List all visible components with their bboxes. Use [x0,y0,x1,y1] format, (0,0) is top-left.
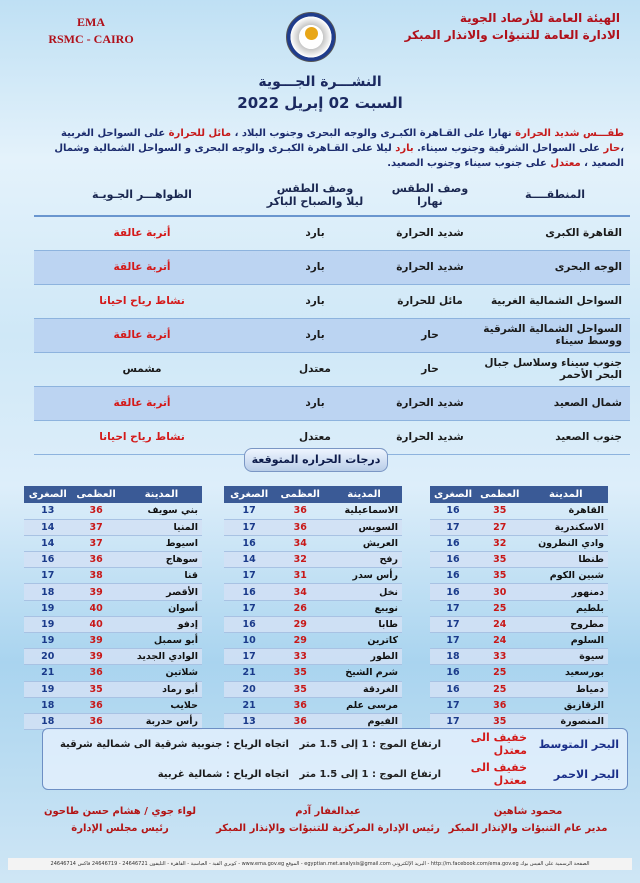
bulletin-date: السبت 02 إبريل 2022 [237,94,403,112]
temp-min: 17 [430,600,476,616]
temp-min: 16 [430,503,476,519]
weather-region: شمال الصعيد [480,386,630,420]
temp-row [24,552,202,568]
temp-max: 35 [274,665,326,681]
wind-direction: جنوبية شرقية الى شمالية شرقية [59,738,223,750]
signature-1: محمود شاهين مدير عام التنبؤات والإنذار المبكر [448,806,608,834]
temp-min: 17 [224,568,274,584]
summary-part: على جنوب سيناء وجنوب الصعيد. [387,158,551,169]
weather-day: حار [380,318,480,352]
city-name: بني سويف [121,503,202,519]
temp-max: 39 [72,649,121,665]
weather-day: شديد الحرارة [380,250,480,284]
weather-row [34,352,630,386]
temp-min: 16 [24,552,72,568]
city-name: طابا [326,616,402,632]
city-name: المنصورة [524,713,608,729]
city-name: الطور [326,649,402,665]
summary-part: ليلا على القـاهرة الكبـرى والوجه البحرى و السواحل الشمالية وشمال الصعيد ، [54,143,624,169]
city-name: اسيوط [121,535,202,551]
city-name: وادي النطرون [524,535,608,551]
weather-day: شديد الحرارة [380,420,480,454]
temp-row [24,697,202,713]
signature-3: لواء جوي / هشام حسن طاحون رئيس مجلس الإدارة [43,806,197,834]
temp-row [430,552,608,568]
weather-phen: أتربة عالقة [34,216,250,250]
temp-min: 13 [24,503,72,519]
temp-min: 16 [224,584,274,600]
temp-max: 26 [274,600,326,616]
temps-table-3: المدينة العظمى الصغرى بني سويف 36 13 المنيا 37 14 اسيوط 37 14 سوهاج 36 16 قنا 38 17 الأقصر 39 18 أسوان 40 19 إدفو 40 19 أبو سمبل 39 19 الوادي الجديد 39 20 شلاتين 36 21 أبو رماد 35 19 حلايب 36 18 رأس حدربة 36 18 [24,486,202,730]
temp-row [430,697,608,713]
city-name: رأس سدر [326,568,402,584]
city-name: أبو رماد [121,681,202,697]
temp-row [24,665,202,681]
weather-summary [40,126,624,171]
temp-row [24,535,202,551]
city-name: شبين الكوم [524,568,608,584]
temp-min: 17 [430,697,476,713]
temp-min: 19 [24,681,72,697]
temp-min: 21 [224,697,274,713]
bulletin-title: النشـــرة الجـــوية [258,74,382,90]
city-name: إدفو [121,616,202,632]
col-region-header: المنطقــــة [480,174,630,216]
summary-part: معتدل [550,158,581,169]
temp-max: 35 [72,681,121,697]
temp-min: 16 [430,552,476,568]
department-name: الادارة العامة للتنبؤات والانذار المبكر [404,28,620,42]
temp-row [24,616,202,632]
temp-row [224,616,402,632]
temp-min: 17 [224,519,274,535]
temp-min: 17 [430,616,476,632]
weather-night: بارد [250,284,380,318]
temp-min: 17 [430,713,476,729]
weather-region: السواحل الشمالية الشرقية ووسط سيناء [480,318,630,352]
city-name: شرم الشيخ [326,665,402,681]
temp-row [224,665,402,681]
weather-region: السواحل الشمالية الغربية [480,284,630,318]
temp-min: 17 [430,519,476,535]
city-name: الغردقة [326,681,402,697]
temp-min: 14 [24,519,72,535]
ema-acronym: EMA [77,15,105,29]
temp-max: 33 [274,649,326,665]
temp-row [24,600,202,616]
city-name: طنطا [524,552,608,568]
weather-row [34,250,630,284]
temp-row [430,649,608,665]
temp-max: 36 [72,697,121,713]
temp-row [224,584,402,600]
temp-row [24,649,202,665]
weather-table [34,174,630,455]
temp-row [224,649,402,665]
city-name: حلايب [121,697,202,713]
temp-row [24,584,202,600]
summary-part: على السواحل الشرقية وجنوب سيناء. [413,143,604,154]
temp-max: 36 [72,503,121,519]
temp-row [430,681,608,697]
temp-max: 25 [476,600,524,616]
temps-table-1: المدينة العظمى الصغرى القاهرة 35 16 الاسكندرية 27 17 وادي النطرون 32 16 طنطا 35 16 شبين الكوم 35 16 دمنهور 30 16 بلطيم 25 17 مطروح 24 17 السلوم 24 17 سيوة 33 18 بورسعيد 25 16 دمياط 25 16 الزقازيق 36 17 المنصورة 35 17 [430,486,608,730]
city-name: سيوة [524,649,608,665]
temp-row [224,600,402,616]
weather-region: الوجه البحرى [480,250,630,284]
temp-max: 35 [476,713,524,729]
city-name: الاسماعيلية [326,503,402,519]
weather-region: جنوب الصعيد [480,420,630,454]
header-ema-latin [36,14,146,48]
rsmc-label: RSMC - CAIRO [48,32,134,46]
city-name: مطروح [524,616,608,632]
wind-label: اتجاه الرياح : [225,738,289,750]
temp-max: 29 [274,633,326,649]
temp-row [430,665,608,681]
temps-title: درجات الحراره المتوقعة [244,448,388,472]
temp-max: 32 [476,535,524,551]
temp-min: 14 [24,535,72,551]
ema-logo-icon [286,12,336,62]
temps-table-2: المدينة العظمى الصغرى الاسماعيلية 36 17 السويس 36 17 العريش 34 16 رفح 32 14 رأس سدر 31 17 نخل 34 16 نويبع 26 17 طابا 29 16 كاترين 29 10 الطور 33 17 شرم الشيخ 35 21 الغردقة 35 20 مرسى علم 36 21 الفيوم 36 13 [224,486,402,730]
temp-row [24,519,202,535]
temp-min: 18 [430,649,476,665]
temp-row [224,552,402,568]
col-phenomena-header: الظواهـــر الجـويـة [34,174,250,216]
city-name: الزقازيق [524,697,608,713]
summary-part: طقـــس [579,128,624,139]
temp-min: 19 [24,600,72,616]
temp-max: 35 [476,503,524,519]
city-name: القاهرة [524,503,608,519]
weather-row [34,216,630,250]
weather-day: مائل للحرارة [380,284,480,318]
temp-row [24,681,202,697]
temp-min: 17 [224,503,274,519]
temp-max: 37 [72,519,121,535]
city-name: بلطيم [524,600,608,616]
wave-height: ارتفاع الموج : 1 إلى 1.5 متر [299,738,441,750]
weather-night: بارد [250,216,380,250]
temp-max: 36 [72,665,121,681]
temp-row [430,633,608,649]
temp-max: 35 [274,681,326,697]
city-name: السويس [326,519,402,535]
temp-min: 14 [224,552,274,568]
sea-state: خفيف الى معتدل [470,761,527,787]
temp-max: 36 [72,552,121,568]
weather-night: بارد [250,250,380,284]
wind-label: اتجاه الرياح : [225,768,289,780]
weather-phen: نشاط رياح احيانا [34,420,250,454]
temp-max: 36 [274,503,326,519]
temp-min: 19 [24,633,72,649]
temp-row [224,519,402,535]
temp-min: 19 [24,616,72,632]
temp-max: 36 [476,697,524,713]
weather-phen: مشمس [34,352,250,386]
city-name: الأقصر [121,584,202,600]
temp-max: 33 [476,649,524,665]
sea-label: البحر المتوسط [538,737,619,751]
temp-max: 40 [72,600,121,616]
city-name: أبو سمبل [121,633,202,649]
city-name: كاترين [326,633,402,649]
temp-max: 29 [274,616,326,632]
city-name: أسوان [121,600,202,616]
temp-max: 36 [274,519,326,535]
signature-2: عبدالغفار آدم رئيس الإدارة المركزية للتنبؤات والإنذار المبكر [216,806,440,834]
temp-min: 16 [224,535,274,551]
temp-row [24,568,202,584]
weather-day: شديد الحرارة [380,386,480,420]
temp-max: 30 [476,584,524,600]
col-night-header: وصف الطقس ليلا والصباح الباكر [250,174,380,216]
weather-night: معتدل [250,352,380,386]
temp-min: 18 [24,697,72,713]
temp-row [224,568,402,584]
weather-night: معتدل [250,420,380,454]
temp-max: 35 [476,552,524,568]
city-name: السلوم [524,633,608,649]
weather-row [34,318,630,352]
summary-part: بارد [395,143,414,154]
city-name: رأس حدربة [121,713,202,729]
temp-row [224,503,402,519]
temp-row [430,600,608,616]
city-name: الفيوم [326,713,402,729]
summary-part: على السواحل الغربية ، [61,128,624,154]
temp-min: 13 [224,713,274,729]
temp-min: 17 [24,568,72,584]
temp-max: 24 [476,616,524,632]
temp-min: 18 [24,713,72,729]
footer-contact: الصفحة الرسمية على الفيس بوك http://m.facebook.com/ema.gov.eg - البريد الإلكتروني egyptian.met.analysis@gmail.com - الموقع www.ema.gov.eg - كوبري القبة - العباسية - القاهرة - التليفون 24646721 - 24646719 فاكس 24646714 [8,858,632,870]
weather-night: بارد [250,318,380,352]
temp-max: 39 [72,584,121,600]
temp-min: 17 [430,633,476,649]
temp-max: 27 [476,519,524,535]
temp-max: 34 [274,535,326,551]
temp-min: 20 [24,649,72,665]
weather-day: حار [380,352,480,386]
weather-row [34,284,630,318]
temp-min: 16 [430,535,476,551]
temp-max: 36 [72,713,121,729]
temp-min: 21 [224,665,274,681]
city-name: بورسعيد [524,665,608,681]
temp-row [430,535,608,551]
city-name: مرسى علم [326,697,402,713]
sea-row-red [43,759,627,789]
authority-name: الهيئة العامة للأرصاد الجوية [459,11,620,25]
city-name: العريش [326,535,402,551]
temp-row [224,681,402,697]
temp-max: 25 [476,665,524,681]
temp-row [24,503,202,519]
temp-row [224,697,402,713]
temp-max: 36 [274,713,326,729]
temp-max: 35 [476,568,524,584]
city-name: نويبع [326,600,402,616]
sea-state: خفيف الى معتدل [470,731,527,757]
temp-min: 18 [24,584,72,600]
col-day-header: وصف الطقس نهارا [380,174,480,216]
city-name: الاسكندرية [524,519,608,535]
summary-part: مائل للحرارة [168,128,232,139]
wind-direction: شمالية غربية [157,768,223,780]
weather-night: بارد [250,386,380,420]
temp-row [224,633,402,649]
header-ema-arabic [380,10,620,44]
weather-region: القاهرة الكبرى [480,216,630,250]
temp-max: 37 [72,535,121,551]
temp-row [430,568,608,584]
temp-row [430,616,608,632]
temp-max: 40 [72,616,121,632]
temp-min: 16 [224,616,274,632]
city-name: دمنهور [524,584,608,600]
temp-max: 36 [274,697,326,713]
city-name: شلاتين [121,665,202,681]
sea-row-med [43,729,627,759]
wave-height: ارتفاع الموج : 1 إلى 1.5 متر [299,768,441,780]
sea-label: البحر الاحمر [553,767,619,781]
temp-min: 21 [24,665,72,681]
city-name: سوهاج [121,552,202,568]
temp-min: 16 [430,568,476,584]
temp-min: 16 [430,681,476,697]
weather-day: شديد الحرارة [380,216,480,250]
temp-max: 32 [274,552,326,568]
city-name: الوادي الجديد [121,649,202,665]
weather-phen: أتربة عالقة [34,250,250,284]
temp-max: 39 [72,633,121,649]
temp-min: 17 [224,649,274,665]
sea-conditions [42,728,628,790]
temp-row [24,633,202,649]
temp-row [430,519,608,535]
temp-row [224,535,402,551]
summary-part: شديد الحرارة [515,128,580,139]
weather-row [34,386,630,420]
temp-row [430,503,608,519]
temp-min: 16 [430,584,476,600]
city-name: رفح [326,552,402,568]
temp-min: 17 [224,600,274,616]
weather-region: جنوب سيناء وسلاسل جبال البحر الأحمر [480,352,630,386]
city-name: قنا [121,568,202,584]
summary-part: حار [603,143,621,154]
temp-min: 20 [224,681,274,697]
temp-max: 38 [72,568,121,584]
temp-min: 16 [430,665,476,681]
weather-phen: نشاط رياح احيانا [34,284,250,318]
city-name: نخل [326,584,402,600]
temp-max: 25 [476,681,524,697]
temp-max: 24 [476,633,524,649]
temp-min: 10 [224,633,274,649]
temp-max: 34 [274,584,326,600]
temp-row [430,584,608,600]
weather-phen: أتربة عالقة [34,386,250,420]
weather-phen: أتربة عالقة [34,318,250,352]
temp-max: 31 [274,568,326,584]
city-name: المنيا [121,519,202,535]
city-name: دمياط [524,681,608,697]
summary-part: نهارا على القـاهرة الكبـرى والوجه البحرى وجنوب البلاد ، [231,128,516,139]
